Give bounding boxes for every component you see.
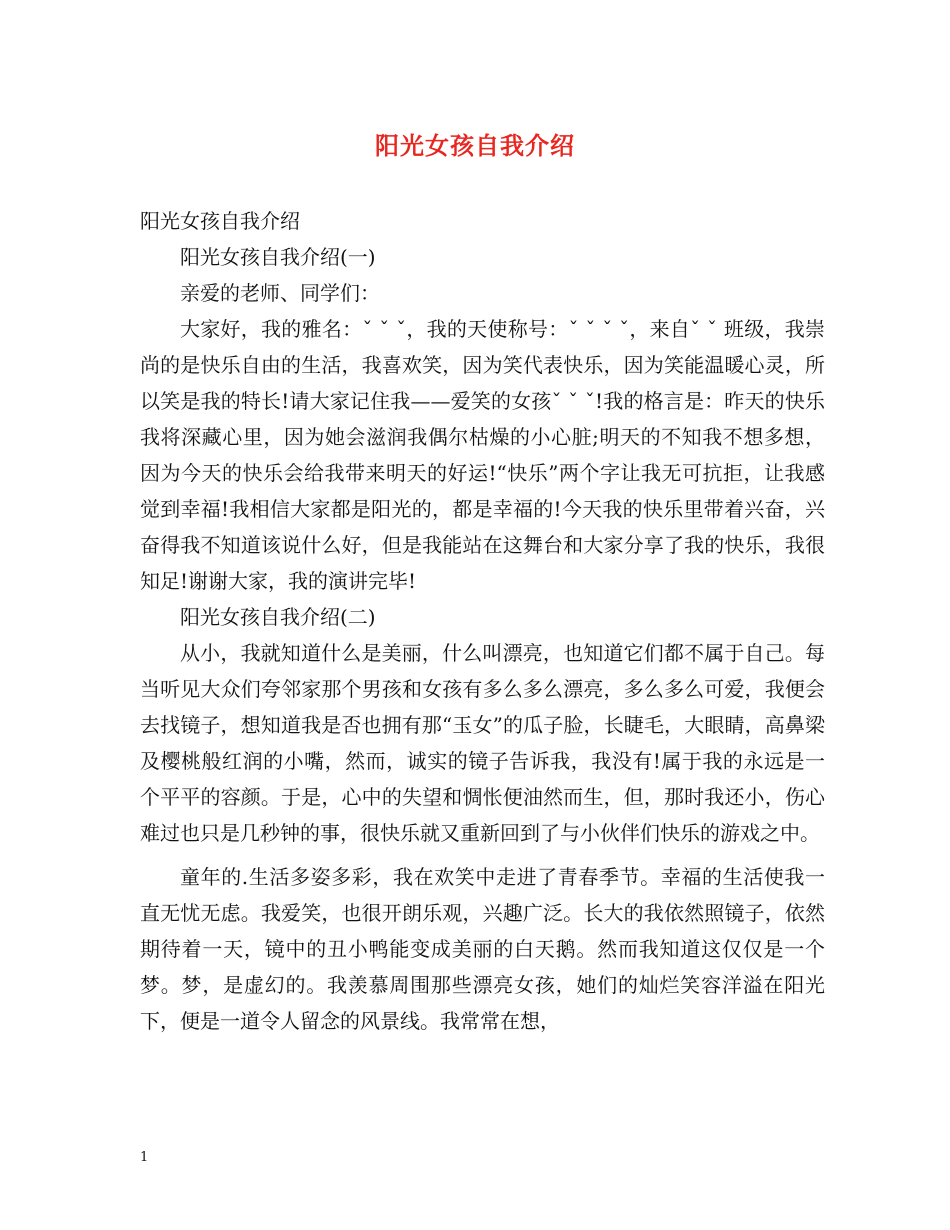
document-title: 阳光女孩自我介绍: [375, 131, 575, 160]
page-number: 1: [140, 1150, 149, 1165]
section-heading-one: 阳光女孩自我介绍(一): [180, 245, 376, 269]
paragraph-youth: 童年的.生活多姿多彩，我在欢笑中走进了青春季节。幸福的生活使我一直无忧无虑。我爱笑，也很开朗乐观，兴趣广泛。长大的我依然照镜子，依然期待着一天，镜中的丑小鸭能变成美丽的白天鹅。然而我知道这仅仅是一个梦。梦，是虚幻的。我羡慕周围那些漂亮女孩，她们的灿烂笑容洋溢在阳光下，便是一道令人留念的风景线。我常常在想，: [140, 865, 825, 1033]
section-heading-two: 阳光女孩自我介绍(二): [180, 605, 376, 629]
paragraph-childhood: 从小，我就知道什么是美丽，什么叫漂亮，也知道它们都不属于自己。每当听见大众们夸邻家那个男孩和女孩有多么多么漂亮，多么多么可爱，我便会去找镜子，想知道我是否也拥有那“玉女”的瓜子脸，长睫毛，大眼睛，高鼻梁及樱桃般红润的小嘴，然而，诚实的镜子告诉我，我没有!属于我的永远是一个平平的容颜。于是，心中的失望和惆怅便油然而生，但，那时我还小，伤心难过也只是几秒钟的事，很快乐就又重新回到了与小伙伴们快乐的游戏之中。: [140, 641, 825, 845]
paragraph-speech: 大家好，我的雅名：ˇ ˇ ˇ，我的天使称号：ˇ ˇ ˇ ˇ，来自ˇ ˇ 班级，我崇尚的是快乐自由的生活，我喜欢笑，因为笑代表快乐，因为笑能温暖心灵，所以笑是我的特长!请大家记住我——爱笑的女孩ˇ ˇ ˇ!我的格言是：昨天的快乐我将深藏心里，因为她会滋润我偶尔枯燥的小心脏;明天的不知我不想多想，因为今天的快乐会给我带来明天的好运!“快乐”两个字让我无可抗拒，让我感觉到幸福!我相信大家都是阳光的，都是幸福的!今天我的快乐里带着兴奋，兴奋得我不知道该说什么好，但是我能站在这舞台和大家分享了我的快乐，我很知足!谢谢大家，我的演讲完毕!: [140, 317, 825, 593]
document-body: [140, 203, 825, 1039]
greeting-line: 亲爱的老师、同学们：: [180, 281, 380, 305]
paragraph-subheading: 阳光女孩自我介绍: [140, 209, 300, 233]
